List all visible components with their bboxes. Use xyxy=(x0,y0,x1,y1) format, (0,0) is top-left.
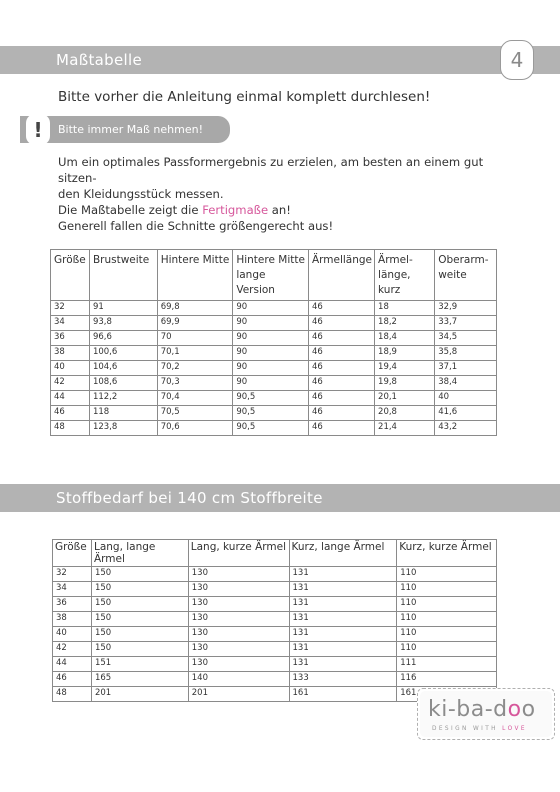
table-cell: 90 xyxy=(233,301,309,316)
brand-logo xyxy=(417,688,555,740)
table-row xyxy=(51,376,497,391)
table-cell: 118 xyxy=(89,406,157,421)
table-cell: 131 xyxy=(289,657,397,672)
table-cell: 123,8 xyxy=(89,421,157,436)
table-cell: 108,6 xyxy=(89,376,157,391)
table-cell: 90 xyxy=(233,376,309,391)
column-header: Kurz, kurze Ärmel xyxy=(397,540,497,567)
table-cell: 131 xyxy=(289,597,397,612)
table-cell: 201 xyxy=(91,687,188,702)
logo-text: ki-ba-d xyxy=(428,697,508,722)
paragraph-line xyxy=(58,202,508,218)
paragraph-line: Generell fallen die Schnitte größengerecht aus! xyxy=(58,219,334,233)
fabric-requirement-table xyxy=(52,539,497,702)
table-cell: 130 xyxy=(188,657,289,672)
table-cell: 46 xyxy=(308,331,374,346)
paragraph-line: Um ein optimales Passformergebnis zu erzielen, am besten an einem gut sitzen- xyxy=(58,155,484,185)
column-header: Kurz, lange Ärmel xyxy=(289,540,397,567)
highlight-text: Fertigmaße xyxy=(202,203,269,217)
column-header: Größe xyxy=(51,250,90,301)
table-cell: 90 xyxy=(233,361,309,376)
table-cell: 90,5 xyxy=(233,421,309,436)
table-cell: 90,5 xyxy=(233,391,309,406)
table-cell: 96,6 xyxy=(89,331,157,346)
table-cell: 90,5 xyxy=(233,406,309,421)
table-cell: 131 xyxy=(289,567,397,582)
table-cell: 161 xyxy=(397,687,497,702)
table-cell: 130 xyxy=(188,612,289,627)
page-title: Maßtabelle xyxy=(56,51,142,69)
table-cell: 18,2 xyxy=(375,316,435,331)
table-cell: 110 xyxy=(397,642,497,657)
table-cell: 110 xyxy=(397,597,497,612)
table-cell: 70,1 xyxy=(157,346,233,361)
table-row xyxy=(53,612,497,627)
table-row xyxy=(51,301,497,316)
table-cell: 20,8 xyxy=(375,406,435,421)
table-cell: 165 xyxy=(91,672,188,687)
table-cell: 46 xyxy=(308,376,374,391)
table-cell: 44 xyxy=(53,657,92,672)
table-row xyxy=(53,582,497,597)
table-cell: 130 xyxy=(188,597,289,612)
table-row xyxy=(51,421,497,436)
table-cell: 69,8 xyxy=(157,301,233,316)
table-cell: 130 xyxy=(188,642,289,657)
table-cell: 46 xyxy=(308,406,374,421)
table-cell: 133 xyxy=(289,672,397,687)
table-cell: 90 xyxy=(233,346,309,361)
table-cell: 111 xyxy=(397,657,497,672)
table-cell: 93,8 xyxy=(89,316,157,331)
table-cell: 70 xyxy=(157,331,233,346)
column-header: Hintere Mitte lange Version xyxy=(233,250,309,301)
table-cell: 46 xyxy=(53,672,92,687)
table-row xyxy=(53,672,497,687)
table-cell: 70,5 xyxy=(157,406,233,421)
table-cell: 38 xyxy=(51,346,90,361)
table-row xyxy=(51,346,497,361)
tagline-highlight: LOVE xyxy=(502,726,527,732)
table-cell: 90 xyxy=(233,316,309,331)
table-cell: 43,2 xyxy=(435,421,497,436)
column-header: Brustweite xyxy=(89,250,157,301)
table-cell: 131 xyxy=(289,627,397,642)
table-row xyxy=(51,406,497,421)
notice-text: Bitte immer Maß nehmen! xyxy=(58,123,203,136)
table-cell: 69,9 xyxy=(157,316,233,331)
table-cell: 41,6 xyxy=(435,406,497,421)
table-cell: 130 xyxy=(188,627,289,642)
table-row xyxy=(53,657,497,672)
table-cell: 18,9 xyxy=(375,346,435,361)
table-header-row xyxy=(51,250,497,301)
table-cell: 46 xyxy=(51,406,90,421)
table-cell: 150 xyxy=(91,567,188,582)
table-cell: 100,6 xyxy=(89,346,157,361)
table-cell: 130 xyxy=(188,567,289,582)
table-cell: 19,8 xyxy=(375,376,435,391)
table-cell: 110 xyxy=(397,612,497,627)
paragraph-line: den Kleidungsstück messen. xyxy=(58,187,224,201)
exclamation-icon: ! xyxy=(26,114,50,145)
table-cell: 48 xyxy=(53,687,92,702)
table-cell: 35,8 xyxy=(435,346,497,361)
table-cell: 150 xyxy=(91,612,188,627)
column-header: Ärmel-länge, kurz xyxy=(375,250,435,301)
table-row xyxy=(53,567,497,582)
table-cell: 150 xyxy=(91,642,188,657)
instruction-subtitle: Bitte vorher die Anleitung einmal komplett durchlesen! xyxy=(58,89,431,105)
column-header: Hintere Mitte xyxy=(157,250,233,301)
table-cell: 91 xyxy=(89,301,157,316)
intro-paragraph xyxy=(58,154,508,234)
table-cell: 18,4 xyxy=(375,331,435,346)
column-header: Oberarm-weite xyxy=(435,250,497,301)
table-cell: 32,9 xyxy=(435,301,497,316)
column-header: Größe xyxy=(53,540,92,567)
table-cell: 150 xyxy=(91,627,188,642)
table-cell: 42 xyxy=(51,376,90,391)
table-row xyxy=(51,316,497,331)
table-cell: 104,6 xyxy=(89,361,157,376)
table-cell: 36 xyxy=(53,597,92,612)
table-cell: 131 xyxy=(289,612,397,627)
table-cell: 46 xyxy=(308,346,374,361)
measurement-table xyxy=(50,249,497,436)
table-cell: 110 xyxy=(397,582,497,597)
table-cell: 38 xyxy=(53,612,92,627)
section-title: Stoffbedarf bei 140 cm Stoffbreite xyxy=(56,489,323,507)
table-cell: 33,7 xyxy=(435,316,497,331)
table-cell: 38,4 xyxy=(435,376,497,391)
logo-wordmark xyxy=(428,697,536,722)
header-bar xyxy=(0,46,560,74)
table-cell: 151 xyxy=(91,657,188,672)
paragraph-text: Die Maßtabelle zeigt die xyxy=(58,203,203,217)
table-cell: 70,2 xyxy=(157,361,233,376)
table-cell: 110 xyxy=(397,567,497,582)
table-cell: 46 xyxy=(308,391,374,406)
table-cell: 112,2 xyxy=(89,391,157,406)
table-cell: 40 xyxy=(51,361,90,376)
table-cell: 48 xyxy=(51,421,90,436)
table-row xyxy=(51,361,497,376)
table-cell: 34,5 xyxy=(435,331,497,346)
table-cell: 110 xyxy=(397,627,497,642)
table-cell: 42 xyxy=(53,642,92,657)
column-header: Lang, kurze Ärmel xyxy=(188,540,289,567)
table-row xyxy=(51,331,497,346)
table-cell: 131 xyxy=(289,582,397,597)
table-cell: 140 xyxy=(188,672,289,687)
table-cell: 70,4 xyxy=(157,391,233,406)
logo-tagline xyxy=(432,726,527,732)
table-row xyxy=(53,642,497,657)
logo-text-accent: o xyxy=(507,697,522,722)
table-cell: 44 xyxy=(51,391,90,406)
table-cell: 21,4 xyxy=(375,421,435,436)
table-cell: 20,1 xyxy=(375,391,435,406)
table-cell: 70,3 xyxy=(157,376,233,391)
table-cell: 46 xyxy=(308,421,374,436)
table-cell: 201 xyxy=(188,687,289,702)
table-header-row xyxy=(53,540,497,567)
fabric-section-bar xyxy=(0,484,560,512)
table-cell: 116 xyxy=(397,672,497,687)
table-cell: 37,1 xyxy=(435,361,497,376)
table-cell: 161 xyxy=(289,687,397,702)
table-row xyxy=(53,597,497,612)
table-cell: 46 xyxy=(308,361,374,376)
table-cell: 46 xyxy=(308,316,374,331)
paragraph-text: an! xyxy=(268,203,291,217)
table-cell: 18 xyxy=(375,301,435,316)
logo-background xyxy=(420,691,552,737)
table-cell: 130 xyxy=(188,582,289,597)
table-cell: 150 xyxy=(91,582,188,597)
column-header: Ärmellänge xyxy=(308,250,374,301)
table-cell: 40 xyxy=(435,391,497,406)
table-cell: 32 xyxy=(53,567,92,582)
table-cell: 150 xyxy=(91,597,188,612)
table-cell: 19,4 xyxy=(375,361,435,376)
page-number-badge: 4 xyxy=(500,40,534,80)
table-cell: 90 xyxy=(233,331,309,346)
table-cell: 34 xyxy=(53,582,92,597)
notice-banner xyxy=(20,116,230,143)
table-cell: 131 xyxy=(289,642,397,657)
table-cell: 36 xyxy=(51,331,90,346)
table-cell: 40 xyxy=(53,627,92,642)
table-row xyxy=(53,627,497,642)
table-row xyxy=(51,391,497,406)
column-header: Lang, lange Ärmel xyxy=(91,540,188,567)
table-cell: 34 xyxy=(51,316,90,331)
logo-text: o xyxy=(521,697,536,722)
table-cell: 32 xyxy=(51,301,90,316)
table-cell: 70,6 xyxy=(157,421,233,436)
tagline-text: DESIGN WITH xyxy=(432,726,503,732)
table-cell: 46 xyxy=(308,301,374,316)
